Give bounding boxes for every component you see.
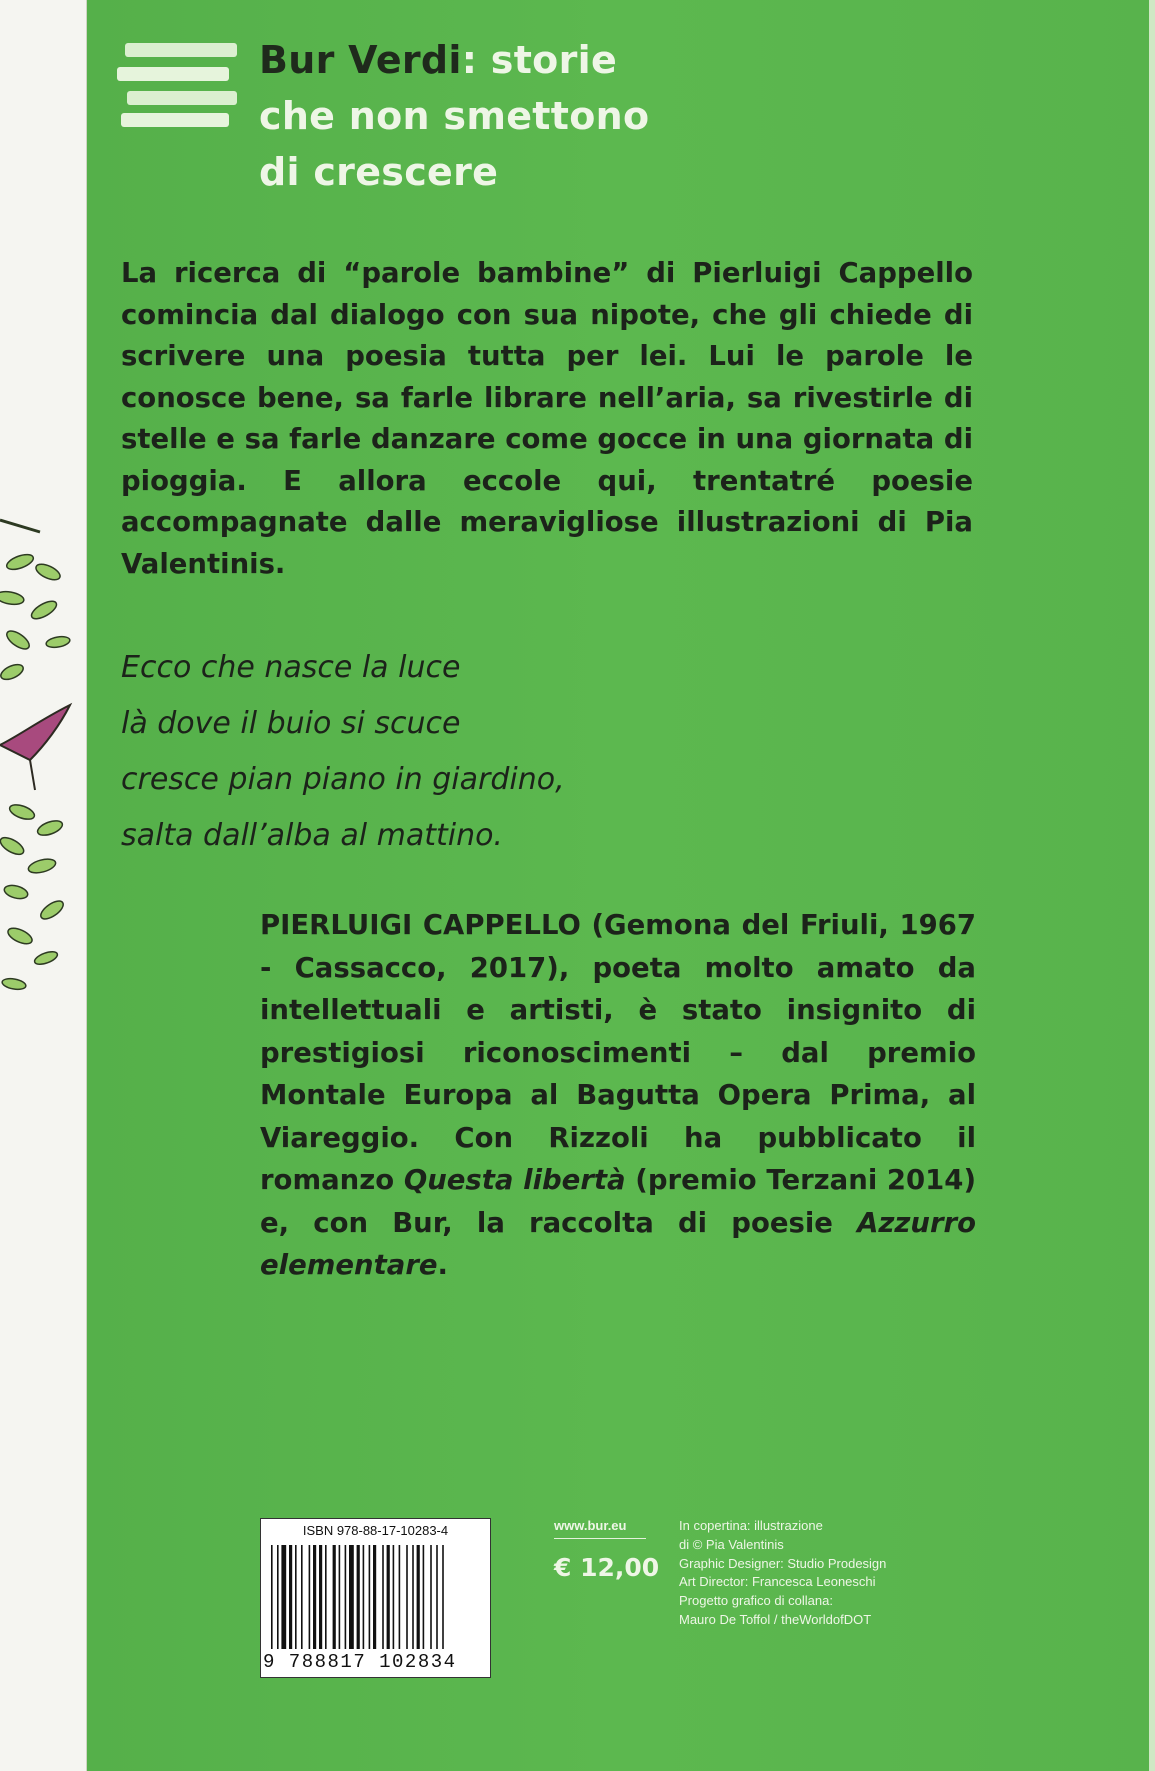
barcode-bar xyxy=(325,1545,327,1649)
price: € 12,00 xyxy=(554,1553,660,1582)
barcode-bar xyxy=(423,1545,425,1649)
author-name: PIERLUIGI CAPPELLO xyxy=(260,909,581,941)
barcode-bar xyxy=(357,1545,360,1649)
barcode-bar xyxy=(271,1545,273,1649)
barcode-digits: 9 788817 102834 xyxy=(263,1651,457,1673)
barcode-bar xyxy=(333,1545,336,1649)
barcode-bar xyxy=(313,1545,316,1649)
book-synopsis: La ricerca di “parole bambine” di Pierluigi Cappello comincia dal dialogo con sua nipote, che gli chiede di scrivere una poesia tutta per lei. Lui le parole le conosce bene, sa farle librare nell’aria, sa rivestirle di stelle e sa farle danzare come gocce in una giornata di pioggia. E allora eccole qui, trentatré poesie accompagnate dalle meravigliose illustrazioni di Pia Valentinis. xyxy=(121,257,973,580)
barcode-bar xyxy=(406,1545,408,1649)
barcode-bar xyxy=(412,1545,414,1649)
credit-line: Graphic Designer: Studio Prodesign xyxy=(679,1555,887,1571)
isbn-barcode xyxy=(260,1518,491,1678)
leaf-bird-illustration xyxy=(0,0,86,1000)
cover-edge xyxy=(1149,0,1155,1771)
front-cover-edge-illustration xyxy=(0,0,87,1771)
credit-line: Progetto grafico di collana: xyxy=(679,1593,833,1609)
price-divider xyxy=(554,1538,646,1539)
barcode-bar xyxy=(319,1545,322,1649)
barcode-bars xyxy=(271,1545,480,1649)
poem-excerpt xyxy=(121,640,565,864)
book-title-questa-liberta: Questa libertà xyxy=(403,1164,626,1196)
poem-line: là dove il buio si scuce xyxy=(121,706,461,741)
barcode-bar xyxy=(363,1545,365,1649)
series-brand: Bur Verdi xyxy=(259,38,462,82)
credit-line: Art Director: Francesca Leoneschi xyxy=(679,1574,876,1590)
barcode-bar xyxy=(345,1545,347,1649)
poem-line: cresce pian piano in giardino, xyxy=(121,762,565,797)
barcode-bar xyxy=(281,1545,286,1649)
isbn-label: ISBN 978-88-17-10283-4 xyxy=(302,1523,449,1538)
barcode-bar xyxy=(436,1545,438,1649)
barcode-bar xyxy=(393,1545,395,1649)
barcode-bar xyxy=(309,1545,311,1649)
barcode-bar xyxy=(442,1545,444,1649)
barcode-bar xyxy=(399,1545,401,1649)
barcode-bar xyxy=(430,1545,432,1649)
publisher-website: www.bur.eu xyxy=(554,1518,627,1533)
barcode-bar xyxy=(339,1545,341,1649)
barcode-bar xyxy=(369,1545,371,1649)
poem-line: salta dall’alba al mattino. xyxy=(121,818,503,853)
series-tagline: Bur Verdi: storie che non smettono di crescere xyxy=(259,38,650,194)
barcode-bar xyxy=(277,1545,279,1649)
barcode-bar xyxy=(349,1545,354,1649)
barcode-bar xyxy=(301,1545,303,1649)
barcode-bar xyxy=(387,1545,390,1649)
barcode-bar xyxy=(295,1545,297,1649)
cover-credits xyxy=(679,1517,939,1630)
credit-line: Mauro De Toffol / theWorldofDOT xyxy=(679,1611,872,1627)
book-stack-icon xyxy=(117,41,245,131)
barcode-bar xyxy=(289,1545,292,1649)
poem-line: Ecco che nasce la luce xyxy=(121,650,461,685)
barcode-bar xyxy=(382,1545,384,1649)
barcode-bar xyxy=(417,1545,420,1649)
book-title-azzurro-elementare: Azzurro elementare xyxy=(260,1206,976,1281)
barcode-bar xyxy=(373,1545,376,1649)
credit-line: di © Pia Valentinis xyxy=(679,1536,784,1552)
author-bio: PIERLUIGI CAPPELLO (Gemona del Friuli, 1967 - Cassacco, 2017), poeta molto amato da intellettuali e artisti, è stato insignito di prestigiosi riconoscimenti – dal premio Montale Europa al Bagutta Opera Prima, al Viareggio. Con Rizzoli ha pubblicato il romanzo Questa libertà (premio Terzani 2014) e, con Bur, la raccolta di poesie Azzurro elementare. xyxy=(260,909,977,1281)
credit-line: In copertina: illustrazione xyxy=(679,1518,823,1533)
